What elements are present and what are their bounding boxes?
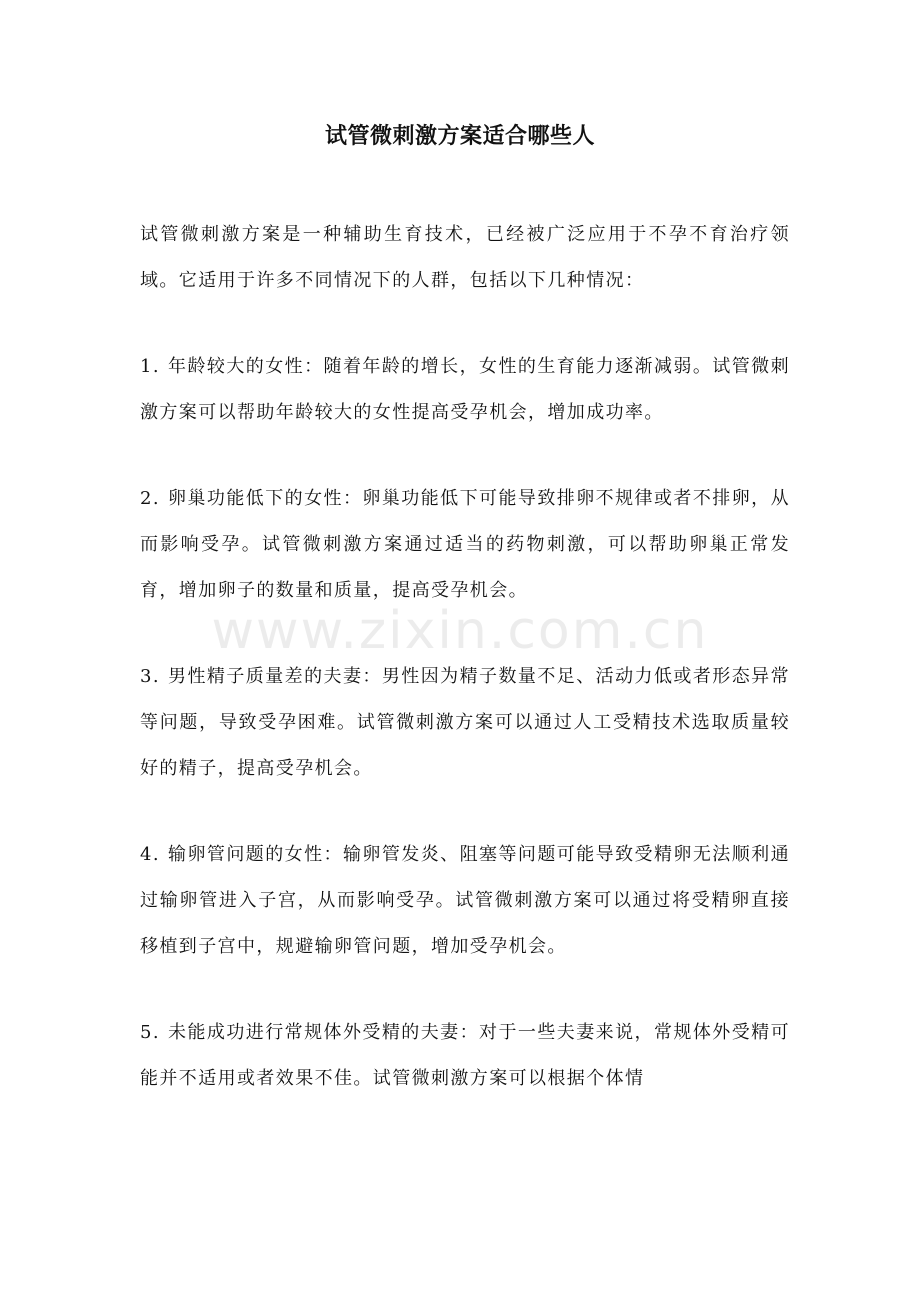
watermark: www.zixin.com.cn	[211, 601, 709, 661]
item-text: 年龄较大的女性：随着年龄的增长，女性的生育能力逐渐减弱。试管微刺激方案可以帮助年龄较大的女性提高受孕机会，增加成功率。	[140, 356, 790, 423]
item-number: 4.	[140, 844, 160, 865]
document-title: 试管微刺激方案适合哪些人	[324, 123, 595, 149]
item-number: 3.	[140, 666, 160, 687]
item-text: 卵巢功能低下的女性：卵巢功能低下可能导致排卵不规律或者不排卵，从而影响受孕。试管微刺激方案通过适当的药物刺激，可以帮助卵巢正常发育，增加卵子的数量和质量，提高受孕机会。	[140, 488, 790, 601]
list-item	[140, 476, 790, 614]
list-item	[140, 1010, 790, 1102]
list-item	[140, 832, 790, 970]
item-text: 男性精子质量差的夫妻：男性因为精子数量不足、活动力低或者形态异常等问题，导致受孕困难。试管微刺激方案可以通过人工受精技术选取质量较好的精子，提高受孕机会。	[140, 666, 790, 779]
intro-paragraph: 试管微刺激方案是一种辅助生育技术，已经被广泛应用于不孕不育治疗领域。它适用于许多不同情况下的人群，包括以下几种情况：	[140, 224, 790, 291]
list-item	[140, 654, 790, 792]
item-number: 5.	[140, 1022, 160, 1043]
item-text: 输卵管问题的女性：输卵管发炎、阻塞等问题可能导致受精卵无法顺利通过输卵管进入子宫，从而影响受孕。试管微刺激方案可以通过将受精卵直接移植到子宫中，规避输卵管问题，增加受孕机会。	[140, 844, 790, 957]
item-number: 2.	[140, 488, 160, 509]
item-number: 1.	[140, 356, 160, 377]
item-text: 未能成功进行常规体外受精的夫妻：对于一些夫妻来说，常规体外受精可能并不适用或者效果不佳。试管微刺激方案可以根据个体情	[140, 1022, 790, 1089]
list-item	[140, 344, 790, 436]
document-body	[140, 212, 790, 1142]
